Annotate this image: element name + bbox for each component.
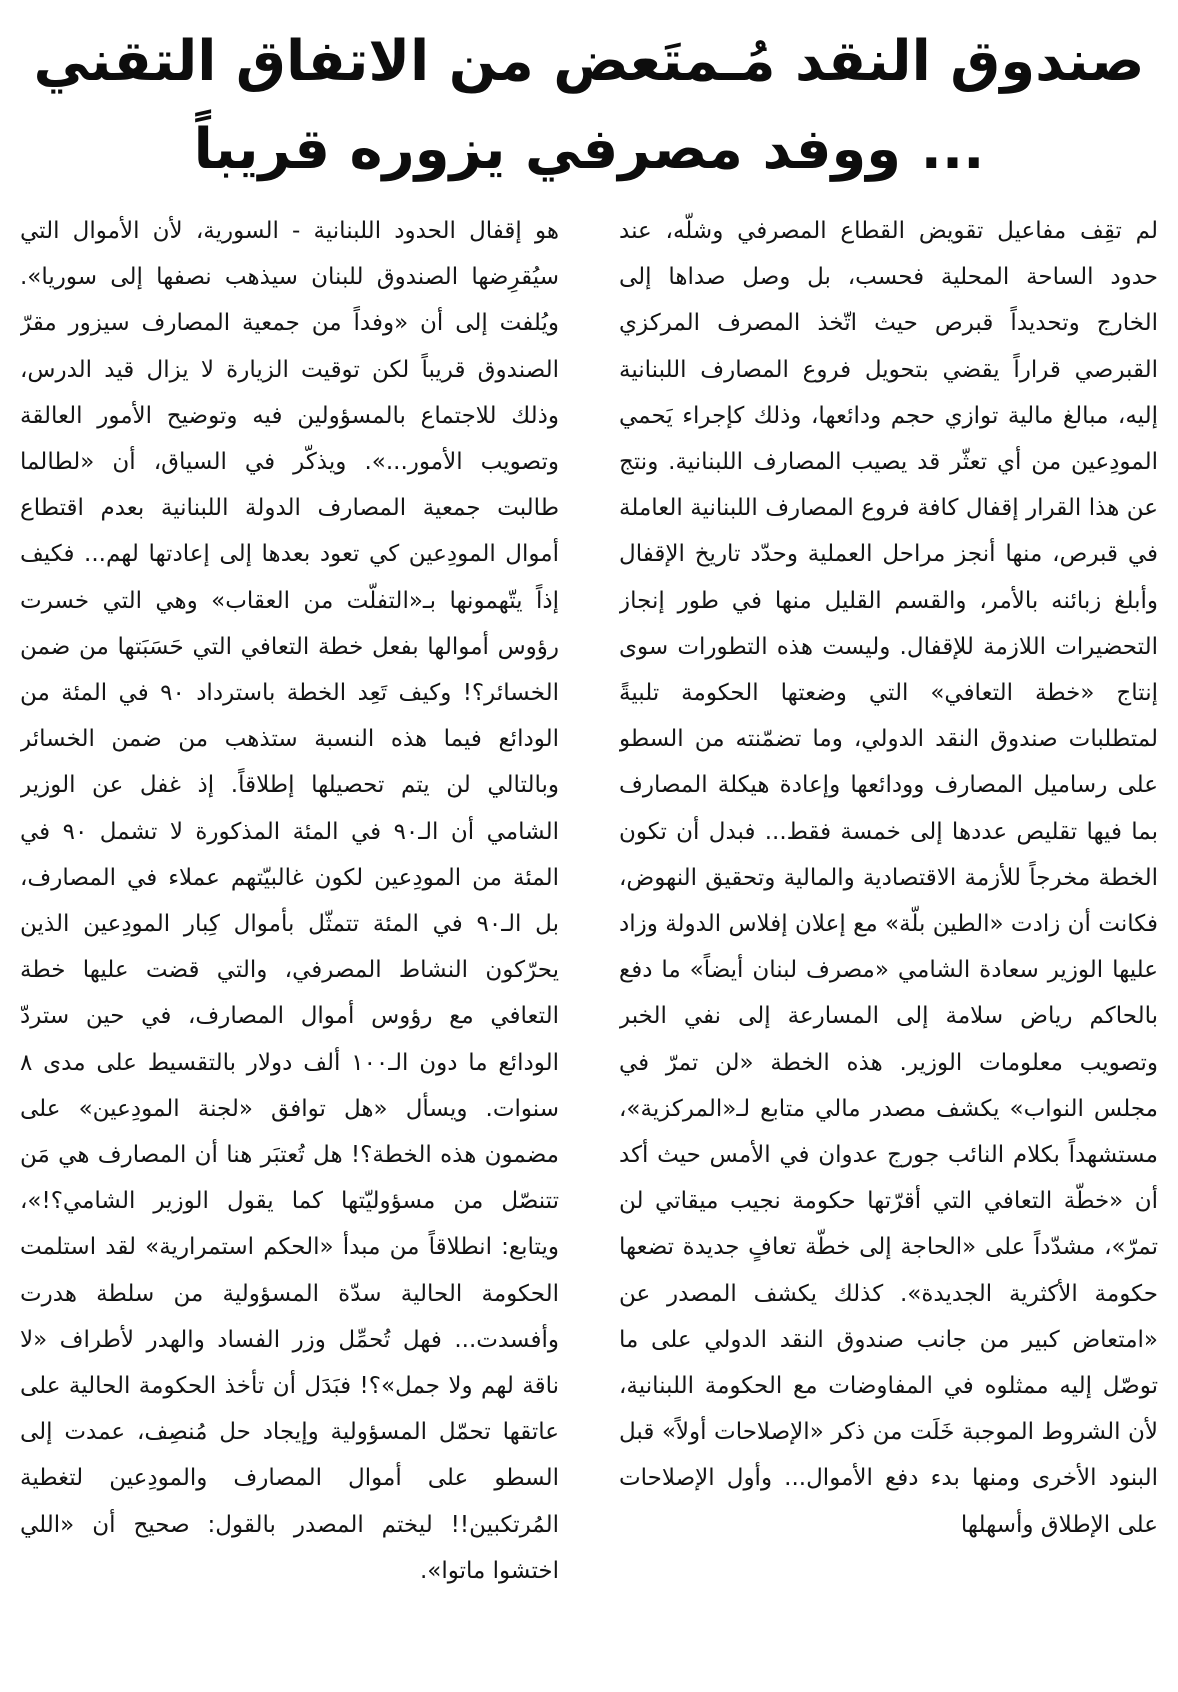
article-paragraph: هو إقفال الحدود اللبنانية - السورية، لأن الأموال التي سيُقرِضها الصندوق للبنان سيذهب نصفها إلى سوريا». ويُلفت إلى أن «وفداً من جمعية المصارف سيزور مقرّ الصندوق قريباً لكن توقيت الزيارة لا يزال قيد الدرس، وذلك للاجتماع بالمسؤولين فيه وتوضيح الأمور العالقة وتصويب الأمور...». ويذكّر في السياق، أن «لطالما طالبت جمعية المصارف الدولة اللبنانية بعدم اقتطاع أموال المودِعين كي تعود بعدها إلى إعادتها لهم... فكيف إذاً يتّهمونها بـ«التفلّت من العقاب» وهي التي خسرت رؤوس أموالها بفعل خطة التعافي التي حَسَبَتها من ضمن الخسائر؟! وكيف تَعِد الخطة باسترداد ٩٠ في المئة من الودائع فيما هذه النسبة ستذهب من ضمن الخسائر وبالتالي لن يتم تحصيلها إطلاقاً. إذ غفل عن الوزير الشامي أن الـ٩٠ في المئة المذكورة لا تشمل ٩٠ في المئة من المودِعين لكون غالبيّتهم عملاء في المصارف، بل الـ٩٠ في المئة تتمثّل بأموال كِبار المودِعين الذين يحرّكون النشاط المصرفي، والتي قضت عليها خطة التعافي مع رؤوس أموال المصارف، في حين ستردّ الودائع ما دون الـ١٠٠ ألف دولار بالتقسيط على مدى ٨ سنوات. ويسأل «هل توافق «لجنة المودِعين» على مضمون هذه الخطة؟! هل تُعتبَر هنا أن المصارف هي مَن تتنصّل من مسؤوليّتها كما يقول الوزير الشامي؟!»، ويتابع: انطلاقاً من مبدأ «الحكم استمرارية» لقد استلمت الحكومة الحالية سدّة المسؤولية من سلطة هدرت وأفسدت... فهل تُحمِّل وزر الفساد والهدر لأطراف «لا ناقة لهم ولا جمل»؟! فبَدَل أن تأخذ الحكومة الحالية على عاتقها تحمّل المسؤولية وإيجاد حل مُنصِف، عمدت إلى السطو على أموال المصارف والمودِعين لتغطية المُرتكبين!! ليختم المصدر بالقول: صحيح أن «اللي اختشوا ماتوا».	[20, 218, 559, 1584]
article-column-right	[619, 208, 1158, 1672]
article-body	[20, 208, 1158, 1672]
article-paragraph: لم تقِف مفاعيل تقويض القطاع المصرفي وشلّه، عند حدود الساحة المحلية فحسب، بل وصل صداها إلى الخارج وتحديداً قبرص حيث اتّخذ المصرف المركزي القبرصي قراراً يقضي بتحويل فروع المصارف اللبنانية إليه، مبالغ مالية توازي حجم ودائعها، وذلك كإجراء يَحمي المودِعين من أي تعثّر قد يصيب المصارف اللبنانية. ونتج عن هذا القرار إقفال كافة فروع المصارف اللبنانية العاملة في قبرص، منها أنجز مراحل العملية وحدّد تاريخ الإقفال وأبلغ زبائنه بالأمر، والقسم القليل منها في طور إنجاز التحضيرات اللازمة للإقفال. وليست هذه التطورات سوى إنتاج «خطة التعافي» التي وضعتها الحكومة تلبيةً لمتطلبات صندوق النقد الدولي، وما تضمّنته من السطو على رساميل المصارف وودائعها وإعادة هيكلة المصارف بما فيها تقليص عددها إلى خمسة فقط... فبدل أن تكون الخطة مخرجاً للأزمة الاقتصادية والمالية وتحقيق النهوض، فكانت أن زادت «الطين بلّة» مع إعلان إفلاس الدولة وزاد عليها الوزير سعادة الشامي «مصرف لبنان أيضاً» ما دفع بالحاكم رياض سلامة إلى المسارعة إلى نفي الخبر وتصويب معلومات الوزير. هذه الخطة «لن تمرّ في مجلس النواب» يكشف مصدر مالي متابع لـ«المركزية»، مستشهداً بكلام النائب جورج عدوان في الأمس حيث أكد أن «خطّة التعافي التي أقرّتها حكومة نجيب ميقاتي لن تمرّ»، مشدّداً على «الحاجة إلى خطّة تعافٍ جديدة تضعها حكومة الأكثرية الجديدة». كذلك يكشف المصدر عن «امتعاض كبير من جانب صندوق النقد الدولي على ما توصّل إليه ممثلوه في المفاوضات مع الحكومة اللبنانية، لأن الشروط الموجبة خَلَت من ذكر «الإصلاحات أولاً» قبل البنود الأخرى ومنها بدء دفع الأموال... وأول الإصلاحات على الإطلاق وأسهلها	[619, 218, 1158, 1538]
article-column-left	[20, 208, 559, 1672]
article-headline	[20, 18, 1158, 194]
headline-line-2: ... ووفد مصرفي يزوره قريباً	[193, 117, 985, 182]
headline-line-1: صندوق النقد مُـمتَعض من الاتفاق التقني	[33, 29, 1145, 94]
